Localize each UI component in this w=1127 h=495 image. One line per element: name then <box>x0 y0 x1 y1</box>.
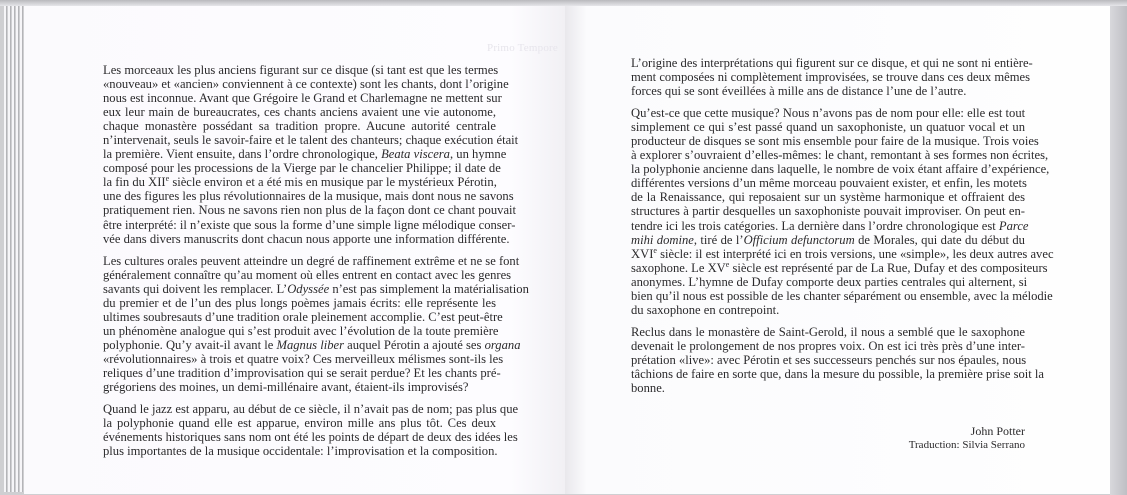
text-line: de la Renaissance, qui reposaient sur un système harmonique et offraient des <box>631 190 1025 205</box>
text-line: composé pour les processions de la Vierge par le chancelier Philippe; il date de <box>103 161 501 176</box>
text-line: structures à partir desquelles un saxophoniste pouvait improviser. On peut en- <box>631 204 1025 219</box>
page-stack-edge <box>4 6 7 492</box>
italic-title: organa <box>484 337 521 352</box>
text-line: L’origine des interprétations qui figurent sur ce disque, et qui ne sont ni entière- <box>631 56 1033 70</box>
text-line: une des figures les plus révolutionnaires de la musique, mais dont nous ne savons <box>103 189 514 204</box>
text-line: Reclus dans le monastère de Saint-Gerold, il nous a semblé que le saxophone <box>631 324 1025 339</box>
italic-title: mihi domine <box>631 232 694 247</box>
text-line: la polyphonie quand elle est apparue, environ mille ans plus tôt. Ces deux <box>103 416 496 431</box>
text-line: bien qu’il nous est possible de les chanter séparément ou ensemble, avec la mélodie <box>631 288 1053 303</box>
superscript: e <box>653 245 657 255</box>
text-line: simplement ce qui s’est passé quand un saxophoniste, un quatuor vocal et un <box>631 120 1025 135</box>
superscript: e <box>165 174 170 184</box>
paragraph <box>631 106 1054 317</box>
text-line: du saxophone en contrepoint. <box>631 302 780 317</box>
paragraph <box>103 402 519 459</box>
right-page-text <box>631 56 1054 403</box>
text-line: Les cultures orales peuvent atteindre un degré de raffinement extrême et ne se font <box>103 253 520 268</box>
italic-title: Magnus liber <box>276 337 344 352</box>
text-line: tâchions de faire en sorte que, dans la mesure du possible, la première prise soit la <box>631 366 1045 381</box>
text-line: généralement connaître qu’au moment où elles entrent en contact avec les genres <box>103 267 512 282</box>
paragraph <box>103 63 519 246</box>
text-line: savants qui doivent les remplacer. L’Odyssée n’est pas simplement la matérialisation <box>103 281 529 296</box>
superscript: e <box>725 259 730 269</box>
italic-title: Odyssée <box>287 281 330 296</box>
text-line: Qu’est-ce que cette musique? Nous n’avons pas de nom pour elle: elle est tout <box>631 106 1026 121</box>
italic-title: Parce <box>998 218 1029 233</box>
author-signature: John Potter <box>970 424 1025 438</box>
text-line: prétation «live»: avec Pérotin et ses successeurs penchés sur nos épaules, nous <box>631 352 1027 367</box>
text-line: XVIe siècle: il est interprété ici en trois versions, une «simple», les deux autres avec <box>631 245 1054 261</box>
left-page-text <box>103 63 529 466</box>
text-line: plus importantes de la musique occidentale: l’improvisation et la composition. <box>103 444 498 459</box>
text-line: la polyphonie ancienne dans laquelle, le nombre de voix étant affaire d’expérience, <box>631 162 1050 177</box>
text-line: mihi domine, tiré de l’Officium defunctorum de Morales, qui date du début du <box>631 232 1025 247</box>
text-line: être interprété: il n’existe que sous la forme d’une simple ligne mélodique conser- <box>103 217 516 232</box>
text-line: ment composées ni complètement improvisées, se trouve dans ces deux mêmes <box>631 70 1031 85</box>
text-line: eux leur main de bureaucrates, ces chants anciens avaient une vie autonome, <box>103 105 496 120</box>
text-line: du premier et de l’un des plus longs poèmes jamais écrits: elle représente les <box>103 295 496 310</box>
page-stack-edge <box>12 6 15 492</box>
page-stack-edge <box>16 6 19 492</box>
text-line: devenait le prolongement de nos propres voix. On est ici très près d’une inter- <box>631 338 1025 353</box>
text-line: chaque monastère possédant sa tradition propre. Aucune autorité centrale <box>103 119 496 134</box>
text-line: grégoriens des moines, un demi-millénaire avant, étaient-ils improvisés? <box>103 380 469 395</box>
scan-right-edge <box>1110 6 1127 495</box>
text-line: Quand le jazz est apparu, au début de ce siècle, il n’avait pas de nom; pas plus que <box>103 402 519 417</box>
italic-title: Beata viscera <box>381 147 450 162</box>
paragraph <box>631 324 1045 396</box>
text-line: reliques d’une tradition d’improvisation qui se serait perdue? Et les chants pré- <box>103 365 501 380</box>
text-line: «nouveau» et «ancien» conviennent à ce contexte) sont les chants, dont l’origine <box>103 77 509 92</box>
text-line: la première. Vient ensuite, dans l’ordre chronologique, Beata viscera, un hymne <box>103 147 507 162</box>
text-line: saxophone. Le XVe siècle est représenté par de La Rue, Dufay et des compositeurs <box>631 259 1048 275</box>
text-line: forces qui se sont éveillées à mille ans de distance l’une de l’autre. <box>631 84 967 99</box>
text-line: n’intervenait, seuls le savoir-faire et le talent des chanteurs; chaque exécution était <box>103 133 519 148</box>
text-line: un phénomène analogue qui s’est produit avec l’évolution de la toute première <box>103 323 499 338</box>
text-line: différentes versions d’un même morceau pouvaient exister, et enfin, les motets <box>631 176 1027 191</box>
text-line: à explorer s’ouvraient d’elles-mêmes: le chant, remontant à ses formes non écrites, <box>631 148 1049 163</box>
text-line: événements historiques sans nom ont été les points de départ de deux des idées les <box>103 430 518 445</box>
text-line: polyphonie. Qu’y avait-il avant le Magnus liber auquel Pérotin a ajouté ses organa <box>103 337 521 352</box>
text-line: bonne. <box>631 381 665 396</box>
text-line: «révolutionnaires» à trois et quatre voix? Ces merveilleux mélismes sont-ils les <box>103 351 504 366</box>
text-line: producteur de disques se sont mis ensemble pour faire de la musique. Trois voies <box>631 134 1039 149</box>
paragraph <box>103 253 529 395</box>
page-stack-edge <box>20 6 23 492</box>
text-line: vée dans divers manuscrits dont chacun nous apporte une information différente. <box>103 231 510 246</box>
text-line: tendre ici les trois catégories. La dernière dans l’ordre chronologique est Parce <box>631 218 1029 233</box>
paragraph <box>631 56 1033 99</box>
text-line: pratiquement rien. Nous ne savons rien non plus de la façon dont ce chant pouvait <box>103 203 517 218</box>
italic-title: Officium defunctorum <box>743 232 855 247</box>
page-stack-edge <box>8 6 11 492</box>
text-line: nous est inconnue. Avant que Grégoire le Grand et Charlemagne ne mettent sur <box>103 91 502 106</box>
bleed-through-heading: Primo Tempore <box>487 42 558 54</box>
text-line: Les morceaux les plus anciens figurant sur ce disque (si tant est que les termes <box>103 63 499 77</box>
text-line: la fin du XIIe siècle environ et a été mis en musique par le mystérieux Pérotin, <box>103 174 497 190</box>
text-line: ultimes soubresauts d’une tradition orale pleinement accomplie. C’est peut-être <box>103 309 503 324</box>
text-line: anonymes. L’hymne de Dufay comporte deux parties centrales qui alternent, si <box>631 274 1028 289</box>
translation-credit: Traduction: Silvia Serrano <box>908 439 1025 451</box>
